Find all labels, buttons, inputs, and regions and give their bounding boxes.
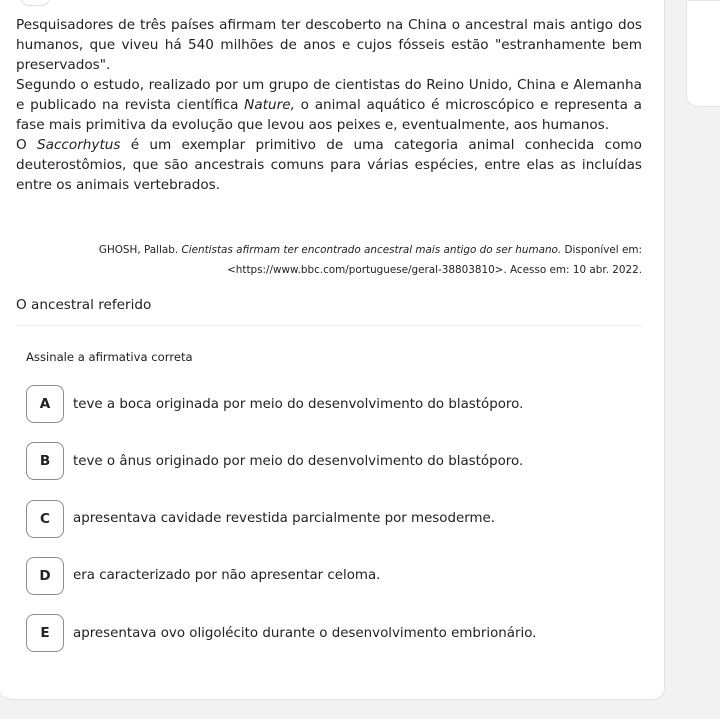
option-e[interactable]: [26, 614, 646, 652]
option-letter-b[interactable]: B: [26, 442, 64, 480]
passage-paragraph-3: [16, 135, 642, 195]
option-b[interactable]: [26, 442, 646, 480]
option-text-e[interactable]: apresentava ovo oligolécito durante o desenvolvimento embrionário.: [73, 625, 537, 641]
passage-p2-text-end: o animal aquático é microscópico e representa a fase mais primitiva da evolução que levou aos peixes e, eventualmente, aos humanos.: [16, 97, 642, 133]
option-text-d[interactable]: era caracterizado por não apresentar celoma.: [73, 568, 381, 584]
option-d[interactable]: [26, 557, 646, 595]
citation: [16, 240, 642, 280]
passage-p3-text: O: [16, 137, 37, 153]
passage-p2-text: Segundo o estudo, realizado por um grupo de cientistas do Reino Unido, China e Alemanha e publicado na revista científica: [16, 77, 642, 113]
citation-title: Cientistas afirmam ter encontrado ancestral mais antigo do ser humano.: [181, 244, 562, 256]
option-letter-a[interactable]: A: [26, 385, 64, 423]
option-letter-e[interactable]: E: [26, 614, 64, 652]
option-letter-d[interactable]: D: [26, 557, 64, 595]
passage-p3-text-end: é um exemplar primitivo de uma categoria animal conhecida como deuterostômios, que são ancestrais comuns para várias espécies, entre elas as incluídas entre os animais vertebrados.: [16, 137, 642, 193]
side-panel: [686, 0, 720, 107]
question-stem: O ancestral referido: [16, 297, 152, 313]
passage-paragraph-2: [16, 75, 642, 135]
top-tab-handle[interactable]: [20, 0, 50, 6]
option-text-c[interactable]: apresentava cavidade revestida parcialmente por mesoderme.: [73, 511, 496, 527]
citation-author: GHOSH, Pallab.: [98, 244, 182, 256]
passage-paragraph-1: Pesquisadores de três países afirmam ter descoberto na China o ancestral mais antigo dos humanos, que viveu há 540 milhões de anos e cujos fósseis estão "estranhamente bem preservados".: [16, 17, 642, 73]
option-a[interactable]: [26, 385, 646, 423]
divider: [16, 325, 642, 326]
citation-line-1: [16, 240, 642, 260]
answer-options: [26, 385, 646, 671]
journal-name: Nature,: [244, 97, 295, 113]
option-letter-c[interactable]: C: [26, 500, 64, 538]
option-text-a[interactable]: teve a boca originada por meio do desenvolvimento do blastóporo.: [73, 396, 524, 412]
option-text-b[interactable]: teve o ânus originado por meio do desenvolvimento do blastóporo.: [73, 453, 524, 469]
instruction-text: Assinale a afirmativa correta: [26, 350, 193, 364]
citation-line-2: <https://www.bbc.com/portuguese/geral-38803810>. Acesso em: 10 abr. 2022.: [227, 264, 642, 276]
option-c[interactable]: [26, 500, 646, 538]
species-name: Saccorhytus: [36, 137, 121, 153]
citation-available: Disponível em:: [561, 244, 642, 256]
passage-text: [16, 15, 642, 195]
